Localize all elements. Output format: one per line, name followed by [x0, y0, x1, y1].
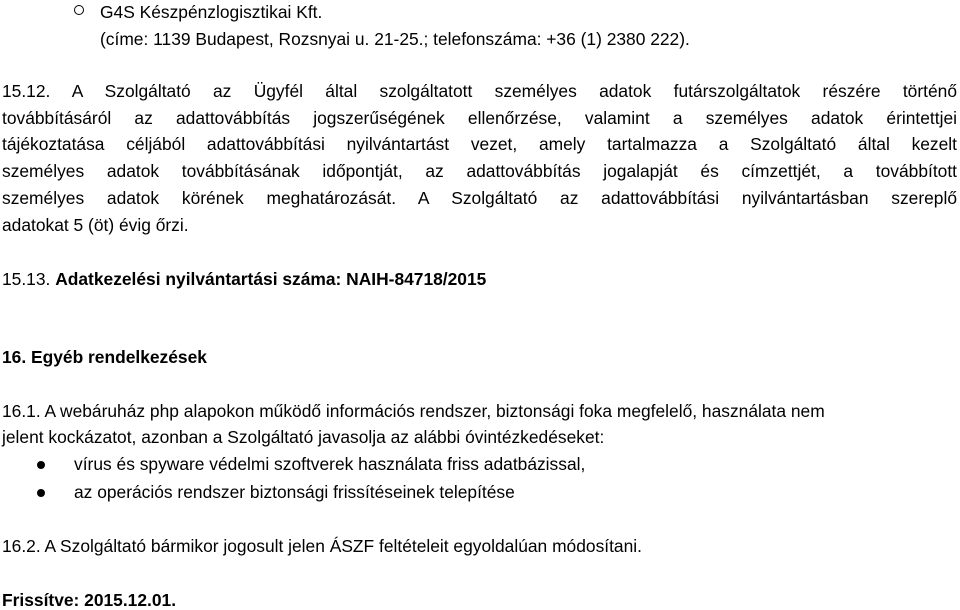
- updated-date: Frissítve: 2015.12.01.: [2, 590, 177, 610]
- list-item: az operációs rendszer biztonsági frissítéseinek telepítése: [74, 482, 515, 502]
- section-16-2: 16.2. A Szolgáltató bármikor jogosult jelen ÁSZF feltételeit egyoldalúan módosítani.: [2, 536, 642, 556]
- paragraph-line: tájékoztatása céljából adattovábbítási nyilvántartást vezet, amely tartalmazza a Szolgáltató által kezelt: [2, 134, 957, 154]
- bullet-dot-icon: [37, 461, 45, 469]
- paragraph-line: személyes adatok továbbításának időpontját, az adattovábbítás jogalapját és címzettjét, a továbbított: [2, 161, 957, 181]
- paragraph-line: személyes adatok körének meghatározását. A Szolgáltató az adattovábbítási nyilvántartásban szereplő: [2, 188, 957, 208]
- section-number: 15.13.: [2, 269, 51, 289]
- paragraph-line: jelent kockázatot, azonban a Szolgáltató javasolja az alábbi óvintézkedéseket:: [2, 427, 605, 447]
- paragraph-line: 16.1. A webáruház php alapokon működő információs rendszer, biztonsági foka megfelelő, használata nem: [2, 401, 825, 421]
- paragraph-line: továbbításáról az adattovábbítás jogszerűségének ellenőrzése, valamint a személyes adatok érintettjei: [2, 108, 957, 128]
- paragraph-line: adatokat 5 (öt) évig őrzi.: [2, 215, 189, 235]
- section-15-13: [2, 271, 486, 288]
- company-name: G4S Készpénzlogisztikai Kft.: [100, 2, 323, 22]
- registration-number: Adatkezelési nyilvántartási száma: NAIH-84718/2015: [55, 269, 487, 289]
- section-heading: 16. Egyéb rendelkezések: [2, 347, 207, 367]
- list-item: vírus és spyware védelmi szoftverek használata friss adatbázissal,: [74, 454, 586, 474]
- circle-bullet-icon: [74, 5, 84, 15]
- company-address: (címe: 1139 Budapest, Rozsnyai u. 21-25.; telefonszáma: +36 (1) 2380 222).: [100, 29, 690, 49]
- paragraph-line: 15.12. A Szolgáltató az Ügyfél által szolgáltatott személyes adatok futárszolgáltatok részére történő: [2, 81, 957, 101]
- bullet-dot-icon: [37, 489, 45, 497]
